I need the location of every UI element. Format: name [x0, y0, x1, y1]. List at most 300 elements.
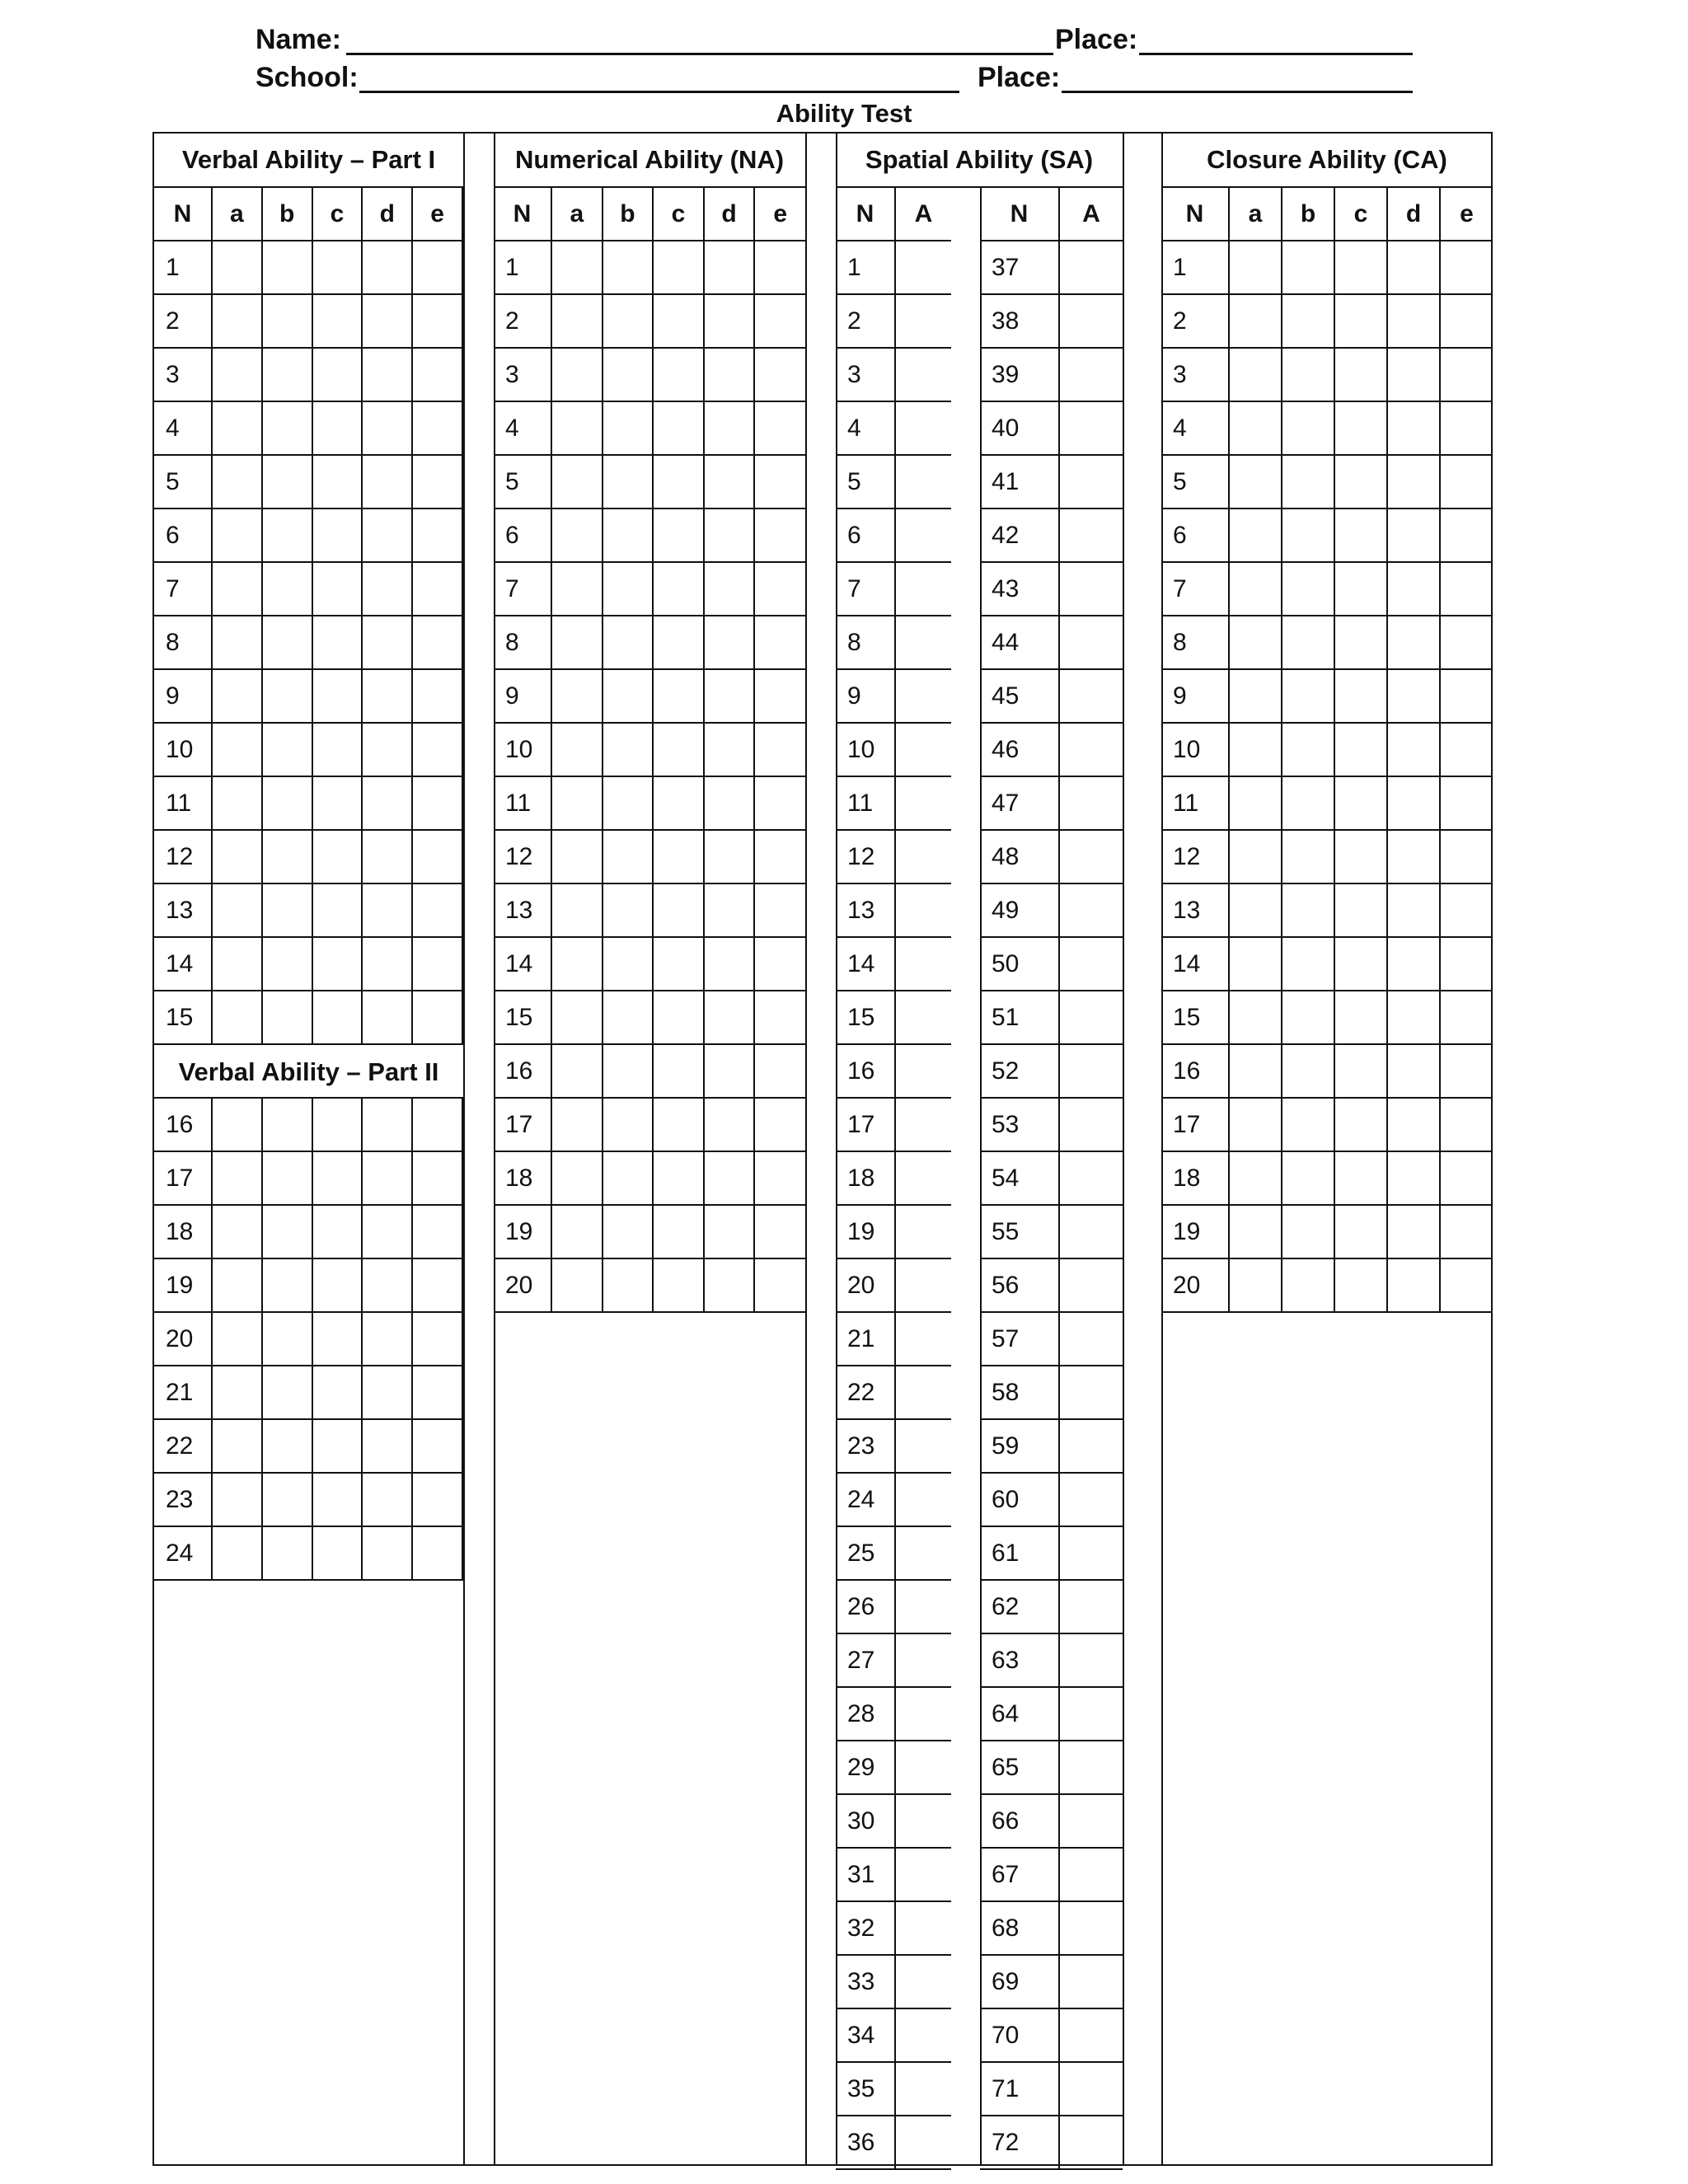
answer-box[interactable]	[704, 401, 755, 455]
answer-box[interactable]	[1229, 455, 1282, 509]
answer-box[interactable]	[551, 241, 603, 294]
answer-box[interactable]	[754, 830, 805, 883]
answer-box[interactable]	[754, 1205, 805, 1258]
answer-box[interactable]	[895, 1151, 951, 1205]
answer-box[interactable]	[603, 241, 654, 294]
answer-box[interactable]	[754, 1098, 805, 1151]
answer-box[interactable]	[1387, 562, 1440, 616]
answer-box[interactable]	[1059, 294, 1123, 348]
answer-box[interactable]	[895, 1580, 951, 1633]
answer-box[interactable]	[212, 991, 262, 1044]
answer-box[interactable]	[895, 776, 951, 830]
answer-box[interactable]	[551, 1098, 603, 1151]
answer-box[interactable]	[212, 776, 262, 830]
answer-box[interactable]	[1059, 1205, 1123, 1258]
answer-box[interactable]	[312, 1258, 363, 1312]
answer-box[interactable]	[1334, 937, 1387, 991]
answer-box[interactable]	[1334, 616, 1387, 669]
answer-box[interactable]	[551, 455, 603, 509]
answer-box[interactable]	[603, 1151, 654, 1205]
answer-box[interactable]	[895, 937, 951, 991]
answer-box[interactable]	[362, 883, 412, 937]
answer-box[interactable]	[1059, 937, 1123, 991]
answer-box[interactable]	[312, 241, 363, 294]
answer-box[interactable]	[262, 723, 312, 776]
answer-box[interactable]	[212, 1312, 262, 1366]
answer-box[interactable]	[1440, 294, 1493, 348]
answer-box[interactable]	[412, 1205, 462, 1258]
answer-box[interactable]	[1334, 1205, 1387, 1258]
answer-box[interactable]	[1282, 937, 1334, 991]
answer-box[interactable]	[262, 776, 312, 830]
answer-box[interactable]	[1229, 883, 1282, 937]
answer-box[interactable]	[754, 455, 805, 509]
answer-box[interactable]	[603, 669, 654, 723]
answer-box[interactable]	[1229, 776, 1282, 830]
answer-box[interactable]	[312, 1099, 363, 1151]
answer-box[interactable]	[1440, 883, 1493, 937]
answer-box[interactable]	[1059, 1848, 1123, 1901]
answer-box[interactable]	[603, 1098, 654, 1151]
school-field[interactable]	[359, 91, 959, 93]
answer-box[interactable]	[1334, 1258, 1387, 1312]
answer-box[interactable]	[1282, 1205, 1334, 1258]
answer-box[interactable]	[1229, 937, 1282, 991]
answer-box[interactable]	[704, 294, 755, 348]
answer-box[interactable]	[1059, 830, 1123, 883]
answer-box[interactable]	[551, 1205, 603, 1258]
answer-box[interactable]	[212, 1099, 262, 1151]
answer-box[interactable]	[312, 294, 363, 348]
answer-box[interactable]	[362, 1258, 412, 1312]
answer-box[interactable]	[1440, 509, 1493, 562]
answer-box[interactable]	[895, 509, 951, 562]
answer-box[interactable]	[1282, 830, 1334, 883]
answer-box[interactable]	[1334, 348, 1387, 401]
answer-box[interactable]	[362, 509, 412, 562]
answer-box[interactable]	[312, 1419, 363, 1473]
answer-box[interactable]	[412, 348, 462, 401]
answer-box[interactable]	[551, 669, 603, 723]
answer-box[interactable]	[1229, 1098, 1282, 1151]
answer-box[interactable]	[895, 1205, 951, 1258]
answer-box[interactable]	[1387, 241, 1440, 294]
answer-box[interactable]	[1387, 1098, 1440, 1151]
answer-box[interactable]	[1387, 509, 1440, 562]
answer-box[interactable]	[1229, 348, 1282, 401]
answer-box[interactable]	[551, 991, 603, 1044]
answer-box[interactable]	[262, 1205, 312, 1258]
answer-box[interactable]	[1440, 776, 1493, 830]
answer-box[interactable]	[1229, 1151, 1282, 1205]
answer-box[interactable]	[1282, 241, 1334, 294]
answer-box[interactable]	[362, 1419, 412, 1473]
answer-box[interactable]	[262, 1473, 312, 1526]
answer-box[interactable]	[262, 1151, 312, 1205]
answer-box[interactable]	[1059, 1366, 1123, 1419]
answer-box[interactable]	[653, 294, 704, 348]
answer-box[interactable]	[754, 669, 805, 723]
answer-box[interactable]	[704, 1258, 755, 1312]
answer-box[interactable]	[1440, 937, 1493, 991]
answer-box[interactable]	[1282, 616, 1334, 669]
answer-box[interactable]	[212, 1419, 262, 1473]
answer-box[interactable]	[412, 991, 462, 1044]
answer-box[interactable]	[312, 1366, 363, 1419]
answer-box[interactable]	[1334, 294, 1387, 348]
answer-box[interactable]	[1229, 991, 1282, 1044]
answer-box[interactable]	[262, 1099, 312, 1151]
answer-box[interactable]	[754, 616, 805, 669]
answer-box[interactable]	[212, 1205, 262, 1258]
answer-box[interactable]	[212, 1473, 262, 1526]
answer-box[interactable]	[895, 616, 951, 669]
answer-box[interactable]	[312, 401, 363, 455]
answer-box[interactable]	[704, 241, 755, 294]
answer-box[interactable]	[1059, 1901, 1123, 1955]
answer-box[interactable]	[1334, 509, 1387, 562]
answer-box[interactable]	[362, 1473, 412, 1526]
answer-box[interactable]	[653, 1258, 704, 1312]
answer-box[interactable]	[1059, 1419, 1123, 1473]
answer-box[interactable]	[895, 991, 951, 1044]
answer-box[interactable]	[603, 562, 654, 616]
answer-box[interactable]	[1334, 991, 1387, 1044]
answer-box[interactable]	[1387, 616, 1440, 669]
answer-box[interactable]	[1059, 2062, 1123, 2116]
answer-box[interactable]	[1059, 2008, 1123, 2062]
answer-box[interactable]	[1440, 1098, 1493, 1151]
answer-box[interactable]	[1440, 401, 1493, 455]
answer-box[interactable]	[1334, 776, 1387, 830]
answer-box[interactable]	[1059, 1794, 1123, 1848]
answer-box[interactable]	[362, 991, 412, 1044]
answer-box[interactable]	[312, 1526, 363, 1580]
answer-box[interactable]	[362, 455, 412, 509]
answer-box[interactable]	[551, 562, 603, 616]
answer-box[interactable]	[212, 1151, 262, 1205]
answer-box[interactable]	[653, 1098, 704, 1151]
answer-box[interactable]	[551, 723, 603, 776]
place-field-1[interactable]	[1139, 53, 1413, 55]
answer-box[interactable]	[212, 1366, 262, 1419]
answer-box[interactable]	[653, 241, 704, 294]
answer-box[interactable]	[754, 509, 805, 562]
answer-box[interactable]	[1059, 1258, 1123, 1312]
answer-box[interactable]	[895, 455, 951, 509]
answer-box[interactable]	[262, 348, 312, 401]
answer-box[interactable]	[1387, 991, 1440, 1044]
answer-box[interactable]	[262, 562, 312, 616]
answer-box[interactable]	[1334, 1098, 1387, 1151]
answer-box[interactable]	[1059, 669, 1123, 723]
answer-box[interactable]	[1440, 348, 1493, 401]
answer-box[interactable]	[262, 1419, 312, 1473]
answer-box[interactable]	[212, 509, 262, 562]
answer-box[interactable]	[1387, 1258, 1440, 1312]
answer-box[interactable]	[754, 723, 805, 776]
answer-box[interactable]	[1059, 616, 1123, 669]
answer-box[interactable]	[1334, 723, 1387, 776]
answer-box[interactable]	[754, 1044, 805, 1098]
answer-box[interactable]	[1334, 1044, 1387, 1098]
answer-box[interactable]	[704, 723, 755, 776]
answer-box[interactable]	[895, 1901, 951, 1955]
answer-box[interactable]	[312, 937, 363, 991]
answer-box[interactable]	[412, 562, 462, 616]
answer-box[interactable]	[1282, 1151, 1334, 1205]
answer-box[interactable]	[212, 294, 262, 348]
answer-box[interactable]	[312, 562, 363, 616]
answer-box[interactable]	[551, 830, 603, 883]
answer-box[interactable]	[603, 348, 654, 401]
answer-box[interactable]	[1229, 241, 1282, 294]
answer-box[interactable]	[551, 1151, 603, 1205]
answer-box[interactable]	[412, 937, 462, 991]
answer-box[interactable]	[1059, 1098, 1123, 1151]
answer-box[interactable]	[603, 616, 654, 669]
answer-box[interactable]	[362, 1366, 412, 1419]
answer-box[interactable]	[212, 1526, 262, 1580]
answer-box[interactable]	[1059, 1741, 1123, 1794]
answer-box[interactable]	[551, 401, 603, 455]
answer-box[interactable]	[1059, 455, 1123, 509]
answer-box[interactable]	[262, 830, 312, 883]
answer-box[interactable]	[1387, 401, 1440, 455]
answer-box[interactable]	[754, 294, 805, 348]
answer-box[interactable]	[653, 883, 704, 937]
answer-box[interactable]	[1059, 401, 1123, 455]
answer-box[interactable]	[1229, 723, 1282, 776]
answer-box[interactable]	[895, 294, 951, 348]
answer-box[interactable]	[362, 1312, 412, 1366]
answer-box[interactable]	[704, 509, 755, 562]
answer-box[interactable]	[1440, 991, 1493, 1044]
answer-box[interactable]	[754, 1151, 805, 1205]
answer-box[interactable]	[312, 776, 363, 830]
answer-box[interactable]	[704, 1098, 755, 1151]
answer-box[interactable]	[1282, 294, 1334, 348]
answer-box[interactable]	[312, 991, 363, 1044]
answer-box[interactable]	[312, 348, 363, 401]
answer-box[interactable]	[704, 830, 755, 883]
answer-box[interactable]	[412, 830, 462, 883]
answer-box[interactable]	[212, 883, 262, 937]
answer-box[interactable]	[1059, 509, 1123, 562]
answer-box[interactable]	[704, 348, 755, 401]
answer-box[interactable]	[362, 401, 412, 455]
answer-box[interactable]	[895, 1044, 951, 1098]
answer-box[interactable]	[262, 294, 312, 348]
answer-box[interactable]	[1059, 1580, 1123, 1633]
answer-box[interactable]	[1059, 241, 1123, 294]
answer-box[interactable]	[262, 669, 312, 723]
answer-box[interactable]	[1334, 241, 1387, 294]
answer-box[interactable]	[1334, 1151, 1387, 1205]
answer-box[interactable]	[895, 1687, 951, 1741]
answer-box[interactable]	[262, 991, 312, 1044]
answer-box[interactable]	[551, 937, 603, 991]
answer-box[interactable]	[1229, 294, 1282, 348]
answer-box[interactable]	[1440, 1205, 1493, 1258]
answer-box[interactable]	[1440, 1258, 1493, 1312]
answer-box[interactable]	[312, 1312, 363, 1366]
answer-box[interactable]	[704, 669, 755, 723]
answer-box[interactable]	[312, 455, 363, 509]
answer-box[interactable]	[603, 455, 654, 509]
answer-box[interactable]	[603, 937, 654, 991]
answer-box[interactable]	[1282, 883, 1334, 937]
answer-box[interactable]	[704, 991, 755, 1044]
answer-box[interactable]	[412, 1258, 462, 1312]
answer-box[interactable]	[262, 455, 312, 509]
answer-box[interactable]	[1387, 1044, 1440, 1098]
answer-box[interactable]	[754, 401, 805, 455]
answer-box[interactable]	[653, 991, 704, 1044]
answer-box[interactable]	[1440, 616, 1493, 669]
answer-box[interactable]	[412, 616, 462, 669]
answer-box[interactable]	[895, 2116, 951, 2169]
answer-box[interactable]	[362, 1205, 412, 1258]
answer-box[interactable]	[653, 562, 704, 616]
answer-box[interactable]	[412, 1151, 462, 1205]
answer-box[interactable]	[551, 776, 603, 830]
answer-box[interactable]	[704, 1044, 755, 1098]
place-field-2[interactable]	[1062, 91, 1413, 93]
answer-box[interactable]	[412, 509, 462, 562]
answer-box[interactable]	[1059, 348, 1123, 401]
answer-box[interactable]	[1334, 830, 1387, 883]
answer-box[interactable]	[1059, 1473, 1123, 1526]
answer-box[interactable]	[704, 937, 755, 991]
answer-box[interactable]	[212, 455, 262, 509]
answer-box[interactable]	[212, 723, 262, 776]
answer-box[interactable]	[1059, 1633, 1123, 1687]
answer-box[interactable]	[1229, 401, 1282, 455]
answer-box[interactable]	[1387, 937, 1440, 991]
answer-box[interactable]	[1229, 669, 1282, 723]
answer-box[interactable]	[1229, 562, 1282, 616]
name-field[interactable]	[346, 53, 1053, 55]
answer-box[interactable]	[754, 241, 805, 294]
answer-box[interactable]	[1282, 723, 1334, 776]
answer-box[interactable]	[1440, 1151, 1493, 1205]
answer-box[interactable]	[1334, 455, 1387, 509]
answer-box[interactable]	[362, 776, 412, 830]
answer-box[interactable]	[1229, 616, 1282, 669]
answer-box[interactable]	[262, 1258, 312, 1312]
answer-box[interactable]	[212, 830, 262, 883]
answer-box[interactable]	[412, 1419, 462, 1473]
answer-box[interactable]	[1059, 1151, 1123, 1205]
answer-box[interactable]	[704, 1205, 755, 1258]
answer-box[interactable]	[1059, 1955, 1123, 2008]
answer-box[interactable]	[895, 1312, 951, 1366]
answer-box[interactable]	[653, 616, 704, 669]
answer-box[interactable]	[1282, 991, 1334, 1044]
answer-box[interactable]	[754, 776, 805, 830]
answer-box[interactable]	[212, 669, 262, 723]
answer-box[interactable]	[551, 1044, 603, 1098]
answer-box[interactable]	[754, 1258, 805, 1312]
answer-box[interactable]	[653, 776, 704, 830]
answer-box[interactable]	[362, 1151, 412, 1205]
answer-box[interactable]	[895, 723, 951, 776]
answer-box[interactable]	[1387, 1151, 1440, 1205]
answer-box[interactable]	[1440, 455, 1493, 509]
answer-box[interactable]	[603, 776, 654, 830]
answer-box[interactable]	[1059, 991, 1123, 1044]
answer-box[interactable]	[362, 830, 412, 883]
answer-box[interactable]	[895, 1526, 951, 1580]
answer-box[interactable]	[1229, 509, 1282, 562]
answer-box[interactable]	[362, 294, 412, 348]
answer-box[interactable]	[1059, 883, 1123, 937]
answer-box[interactable]	[312, 1473, 363, 1526]
answer-box[interactable]	[1440, 562, 1493, 616]
answer-box[interactable]	[1387, 455, 1440, 509]
answer-box[interactable]	[412, 241, 462, 294]
answer-box[interactable]	[895, 241, 951, 294]
answer-box[interactable]	[1282, 401, 1334, 455]
answer-box[interactable]	[312, 509, 363, 562]
answer-box[interactable]	[362, 723, 412, 776]
answer-box[interactable]	[212, 348, 262, 401]
answer-box[interactable]	[412, 401, 462, 455]
answer-box[interactable]	[1440, 241, 1493, 294]
answer-box[interactable]	[603, 1044, 654, 1098]
answer-box[interactable]	[1229, 1044, 1282, 1098]
answer-box[interactable]	[603, 883, 654, 937]
answer-box[interactable]	[603, 1205, 654, 1258]
answer-box[interactable]	[895, 669, 951, 723]
answer-box[interactable]	[704, 776, 755, 830]
answer-box[interactable]	[653, 1205, 704, 1258]
answer-box[interactable]	[603, 294, 654, 348]
answer-box[interactable]	[603, 509, 654, 562]
answer-box[interactable]	[312, 883, 363, 937]
answer-box[interactable]	[1334, 562, 1387, 616]
answer-box[interactable]	[704, 883, 755, 937]
answer-box[interactable]	[1229, 1205, 1282, 1258]
answer-box[interactable]	[262, 1312, 312, 1366]
answer-box[interactable]	[754, 991, 805, 1044]
answer-box[interactable]	[653, 723, 704, 776]
answer-box[interactable]	[895, 1794, 951, 1848]
answer-box[interactable]	[653, 509, 704, 562]
answer-box[interactable]	[653, 348, 704, 401]
answer-box[interactable]	[895, 883, 951, 937]
answer-box[interactable]	[1282, 509, 1334, 562]
answer-box[interactable]	[653, 1044, 704, 1098]
answer-box[interactable]	[754, 883, 805, 937]
answer-box[interactable]	[1334, 669, 1387, 723]
answer-box[interactable]	[1282, 1098, 1334, 1151]
answer-box[interactable]	[895, 830, 951, 883]
answer-box[interactable]	[895, 562, 951, 616]
answer-box[interactable]	[412, 1366, 462, 1419]
answer-box[interactable]	[412, 883, 462, 937]
answer-box[interactable]	[895, 1419, 951, 1473]
answer-box[interactable]	[362, 937, 412, 991]
answer-box[interactable]	[1059, 776, 1123, 830]
answer-box[interactable]	[653, 937, 704, 991]
answer-box[interactable]	[1440, 830, 1493, 883]
answer-box[interactable]	[1282, 348, 1334, 401]
answer-box[interactable]	[1282, 1258, 1334, 1312]
answer-box[interactable]	[603, 401, 654, 455]
answer-box[interactable]	[312, 723, 363, 776]
